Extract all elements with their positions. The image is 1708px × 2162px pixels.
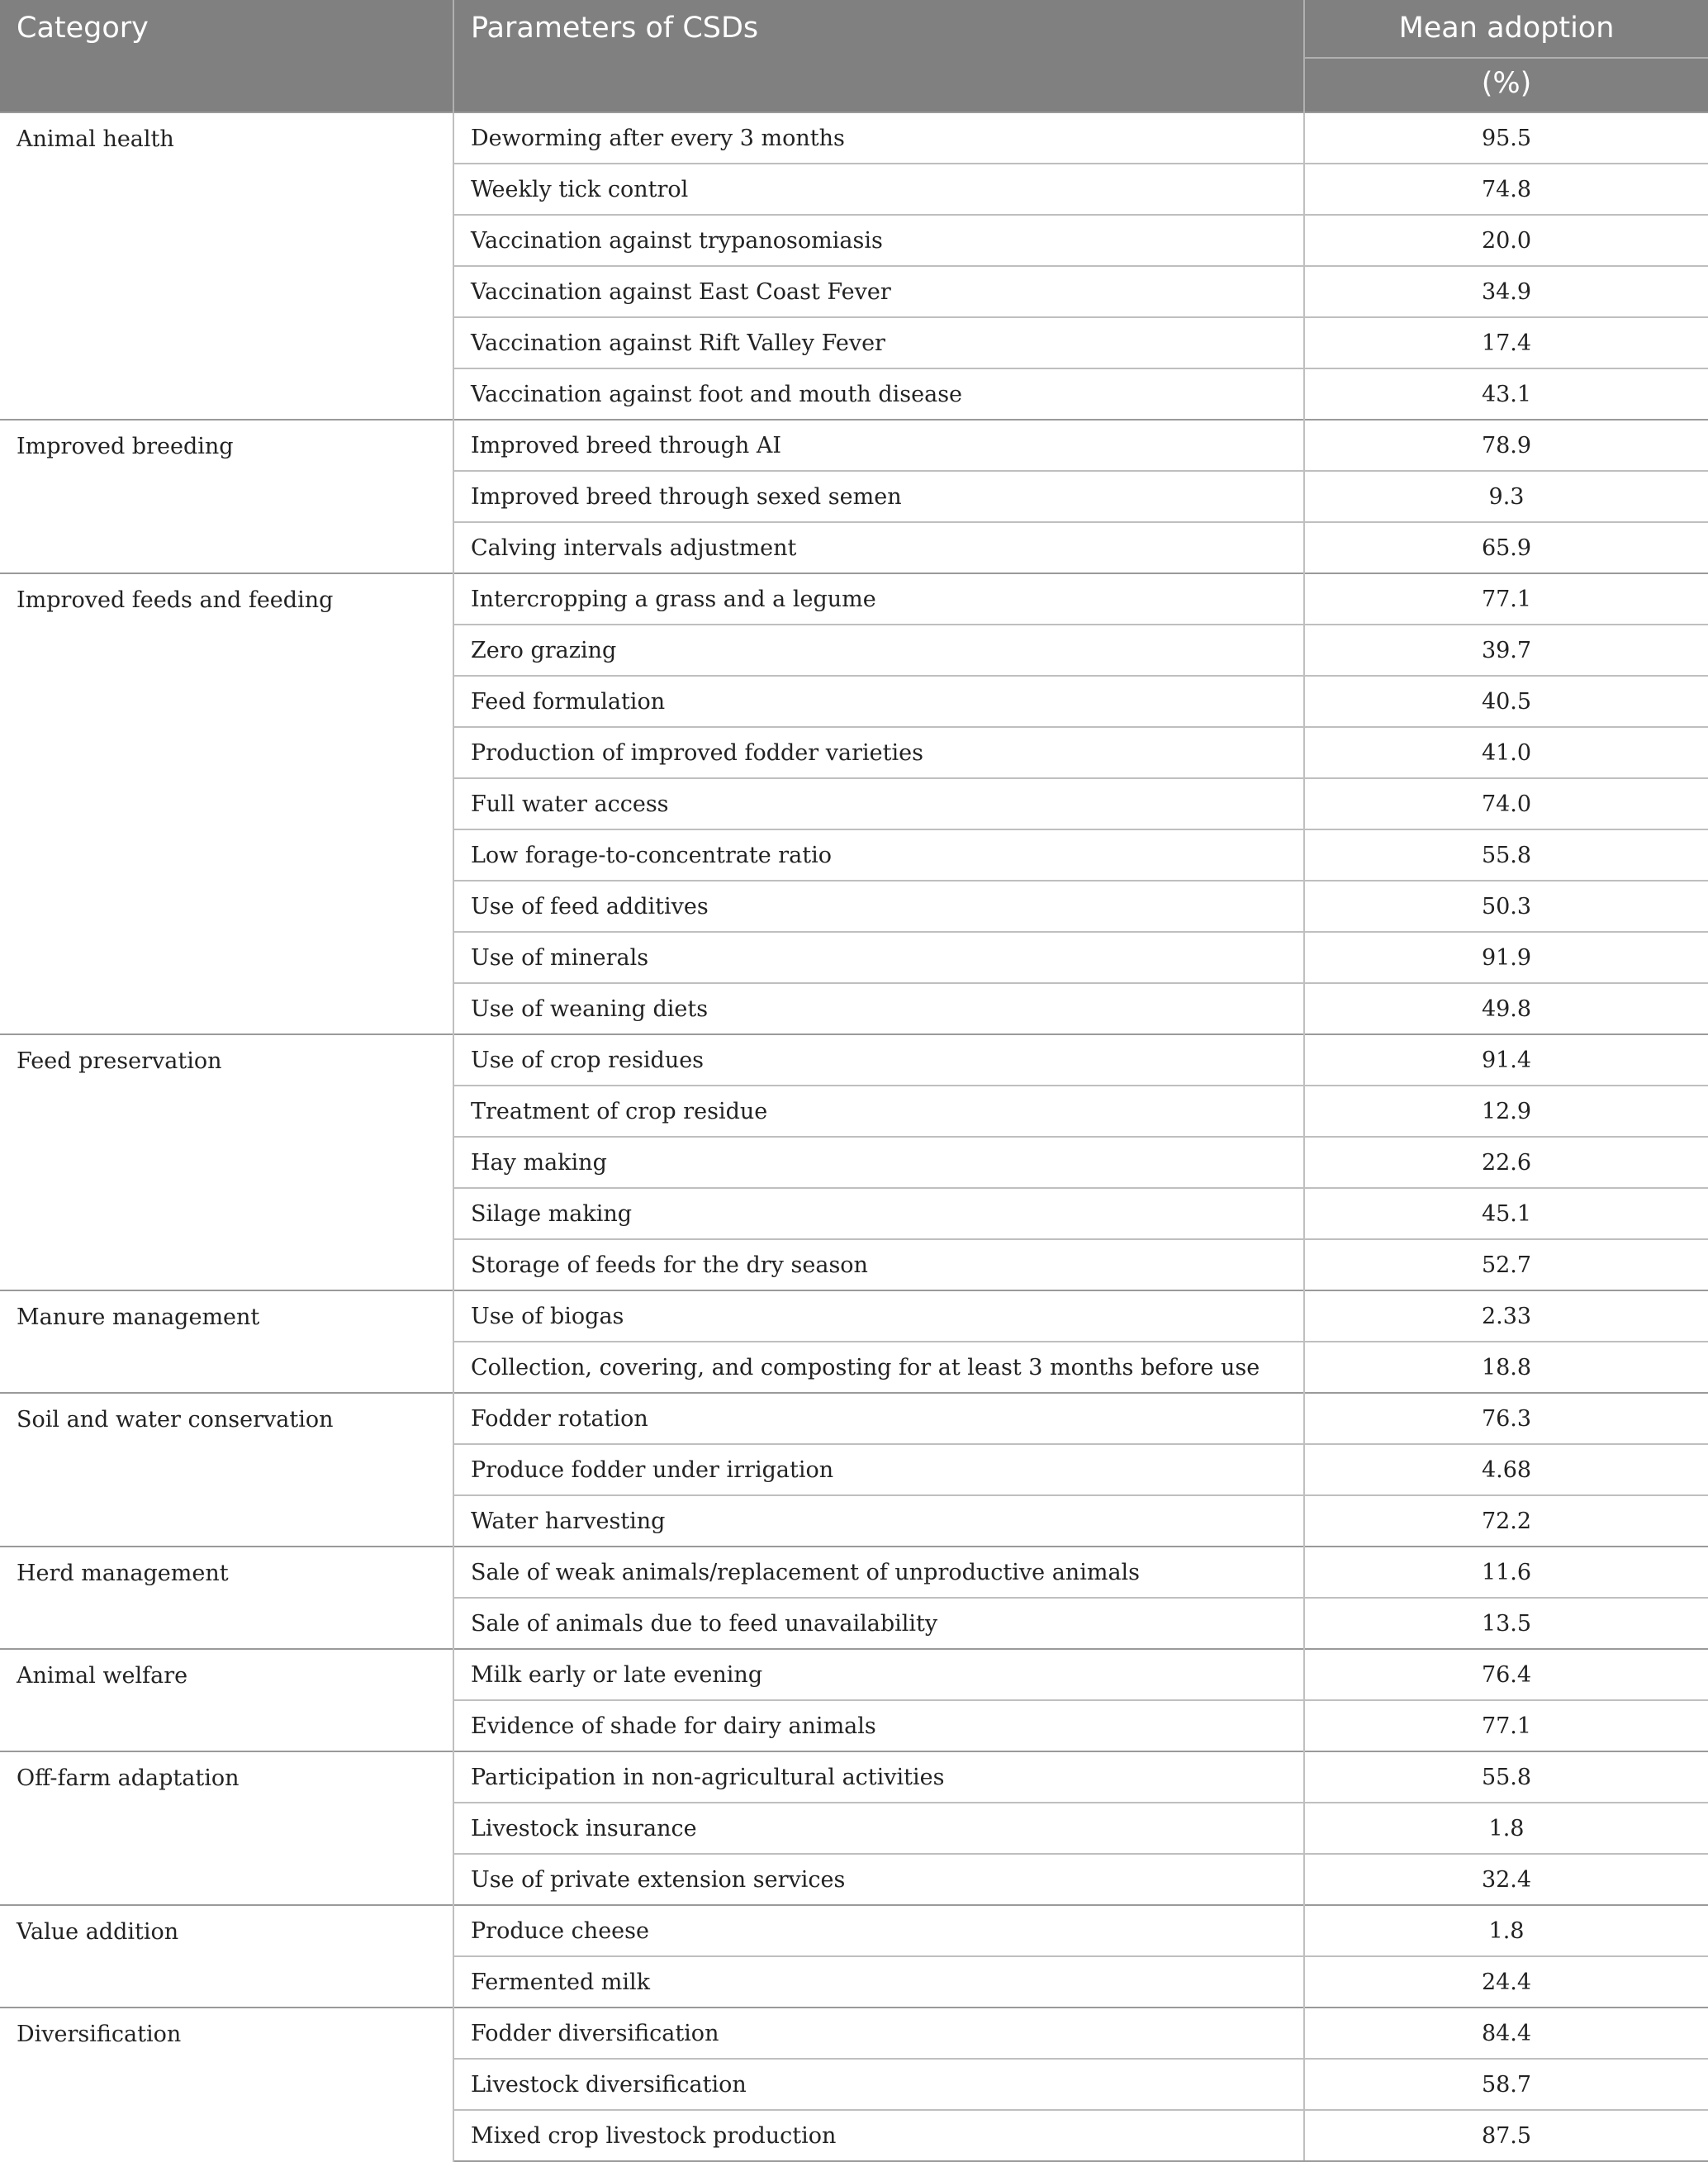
category-cell: Herd management [0,1547,453,1649]
category-cell: Animal welfare [0,1649,453,1751]
parameter-cell: Sale of animals due to feed unavailability [453,1598,1304,1649]
mean-adoption-cell: 55.8 [1304,829,1708,881]
category-cell: Animal health [0,112,453,420]
parameter-cell: Use of private extension services [453,1854,1304,1905]
table-row [0,112,1708,164]
mean-adoption-cell: 40.5 [1304,676,1708,727]
parameter-cell: Low forage-to-concentrate ratio [453,829,1304,881]
mean-adoption-cell: 2.33 [1304,1290,1708,1342]
mean-adoption-cell: 45.1 [1304,1188,1708,1239]
category-cell: Off-farm adaptation [0,1751,453,1905]
parameter-cell: Intercropping a grass and a legume [453,573,1304,625]
parameter-cell: Use of feed additives [453,881,1304,932]
mean-adoption-cell: 91.4 [1304,1034,1708,1086]
parameter-cell: Use of crop residues [453,1034,1304,1086]
parameter-cell: Participation in non-agricultural activities [453,1751,1304,1803]
table-row [0,1290,1708,1342]
table-row [0,1905,1708,1956]
parameter-cell: Use of biogas [453,1290,1304,1342]
mean-adoption-cell: 18.8 [1304,1342,1708,1393]
parameter-cell: Water harvesting [453,1495,1304,1547]
mean-adoption-cell: 34.9 [1304,266,1708,317]
table-row [0,2008,1708,2059]
mean-adoption-cell: 84.4 [1304,2008,1708,2059]
header-category: Category [0,0,453,112]
table-body [0,112,1708,2161]
parameter-cell: Vaccination against trypanosomiasis [453,215,1304,266]
mean-adoption-cell: 50.3 [1304,881,1708,932]
category-cell: Feed preservation [0,1034,453,1290]
mean-adoption-cell: 1.8 [1304,1905,1708,1956]
table-row [0,420,1708,471]
parameter-cell: Livestock diversification [453,2059,1304,2110]
category-cell: Diversification [0,2008,453,2161]
parameter-cell: Milk early or late evening [453,1649,1304,1700]
parameter-cell: Use of minerals [453,932,1304,983]
mean-adoption-cell: 49.8 [1304,983,1708,1034]
table-header [0,0,1708,112]
mean-adoption-cell: 13.5 [1304,1598,1708,1649]
parameter-cell: Production of improved fodder varieties [453,727,1304,778]
mean-adoption-cell: 22.6 [1304,1137,1708,1188]
mean-adoption-cell: 11.6 [1304,1547,1708,1598]
mean-adoption-cell: 76.3 [1304,1393,1708,1444]
mean-adoption-cell: 76.4 [1304,1649,1708,1700]
parameter-cell: Sale of weak animals/replacement of unproductive animals [453,1547,1304,1598]
parameter-cell: Vaccination against Rift Valley Fever [453,317,1304,368]
table-row [0,1393,1708,1444]
mean-adoption-cell: 12.9 [1304,1086,1708,1137]
header-unit: (%) [1304,58,1708,112]
parameter-cell: Improved breed through AI [453,420,1304,471]
parameter-cell: Feed formulation [453,676,1304,727]
parameter-cell: Deworming after every 3 months [453,112,1304,164]
parameter-cell: Fodder rotation [453,1393,1304,1444]
mean-adoption-cell: 17.4 [1304,317,1708,368]
mean-adoption-cell: 77.1 [1304,573,1708,625]
category-cell: Manure management [0,1290,453,1393]
header-parameters: Parameters of CSDs [453,0,1304,112]
mean-adoption-cell: 39.7 [1304,625,1708,676]
parameter-cell: Treatment of crop residue [453,1086,1304,1137]
mean-adoption-cell: 9.3 [1304,471,1708,522]
parameter-cell: Improved breed through sexed semen [453,471,1304,522]
mean-adoption-cell: 1.8 [1304,1803,1708,1854]
parameter-cell: Vaccination against foot and mouth disease [453,368,1304,420]
parameter-cell: Calving intervals adjustment [453,522,1304,573]
parameter-cell: Fodder diversification [453,2008,1304,2059]
mean-adoption-cell: 52.7 [1304,1239,1708,1290]
mean-adoption-cell: 43.1 [1304,368,1708,420]
header-mean-adoption: Mean adoption [1304,0,1708,58]
mean-adoption-cell: 4.68 [1304,1444,1708,1495]
table-row [0,1751,1708,1803]
parameter-cell: Silage making [453,1188,1304,1239]
table-row [0,1034,1708,1086]
mean-adoption-cell: 74.0 [1304,778,1708,829]
table-row [0,1547,1708,1598]
parameter-cell: Full water access [453,778,1304,829]
mean-adoption-cell: 87.5 [1304,2110,1708,2161]
parameter-cell: Produce fodder under irrigation [453,1444,1304,1495]
parameter-cell: Collection, covering, and composting for at least 3 months before use [453,1342,1304,1393]
parameter-cell: Use of weaning diets [453,983,1304,1034]
parameter-cell: Zero grazing [453,625,1304,676]
mean-adoption-cell: 95.5 [1304,112,1708,164]
category-cell: Value addition [0,1905,453,2008]
mean-adoption-cell: 32.4 [1304,1854,1708,1905]
mean-adoption-cell: 78.9 [1304,420,1708,471]
parameter-cell: Hay making [453,1137,1304,1188]
category-cell: Soil and water conservation [0,1393,453,1547]
parameter-cell: Livestock insurance [453,1803,1304,1854]
mean-adoption-cell: 74.8 [1304,164,1708,215]
mean-adoption-cell: 41.0 [1304,727,1708,778]
mean-adoption-cell: 91.9 [1304,932,1708,983]
category-cell: Improved feeds and feeding [0,573,453,1034]
mean-adoption-cell: 55.8 [1304,1751,1708,1803]
parameter-cell: Weekly tick control [453,164,1304,215]
category-cell: Improved breeding [0,420,453,573]
mean-adoption-cell: 77.1 [1304,1700,1708,1751]
parameter-cell: Evidence of shade for dairy animals [453,1700,1304,1751]
parameter-cell: Storage of feeds for the dry season [453,1239,1304,1290]
mean-adoption-cell: 58.7 [1304,2059,1708,2110]
mean-adoption-cell: 20.0 [1304,215,1708,266]
mean-adoption-cell: 72.2 [1304,1495,1708,1547]
table-row [0,573,1708,625]
mean-adoption-cell: 65.9 [1304,522,1708,573]
mean-adoption-cell: 24.4 [1304,1956,1708,2008]
parameter-cell: Produce cheese [453,1905,1304,1956]
parameter-cell: Fermented milk [453,1956,1304,2008]
parameter-cell: Mixed crop livestock production [453,2110,1304,2161]
parameter-cell: Vaccination against East Coast Fever [453,266,1304,317]
table-row [0,1649,1708,1700]
